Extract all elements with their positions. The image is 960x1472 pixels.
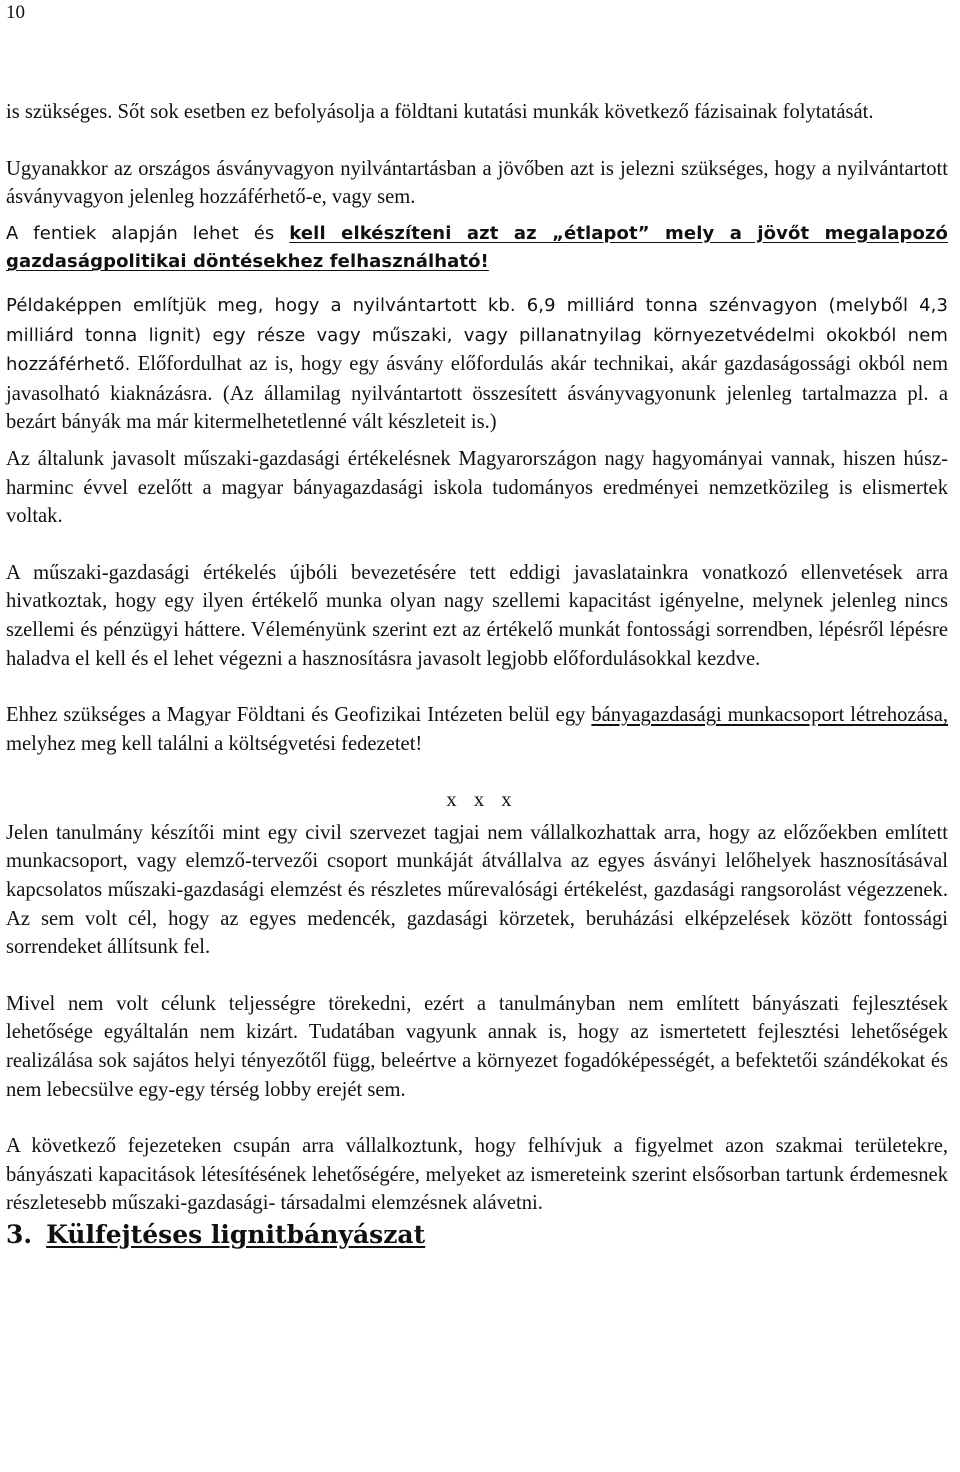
workgroup-lead: Ehhez szükséges a Magyar Földtani és Geofizikai Intézeten belül egy (6, 704, 592, 727)
menu-statement-lead: A fentiek alapján lehet és (6, 222, 290, 244)
paragraph-menu-statement (6, 220, 948, 277)
section-heading-title: Külfejtéses lignitbányászat (46, 1220, 426, 1249)
section-heading (6, 1220, 948, 1250)
paragraph-workgroup (6, 701, 948, 758)
menu-statement-emphasis: kell elkészíteni azt az „étlapot” mely a jövőt megalapozó gazdaságpolitikai döntésekhez felhasználható! (6, 222, 948, 273)
example-lead: Példaképpen említjük meg, hogy a nyilvántartott kb. (6, 294, 527, 316)
page-number: 10 (6, 2, 25, 23)
paragraph-next-chapters: A következő fejezeteken csupán arra vállalkoztunk, hogy felhívjuk a figyelmet azon szakmai területekre, bányászati kapacitások létesítésének lehetőségére, melyeket az ismereteink szerint elsősorban tartunk érdemesnek részletesebb műszaki-gazdasági- társadalmi elemzésnek alávetni. (6, 1135, 948, 1215)
paragraph-example (6, 291, 948, 437)
example-coal-figures: 6,9 milliárd tonna szénvagyon (melyből 4,3 milliárd tonna lignit) egy része vagy műszaki, vagy pillanatnyilag környezetvédelmi okokból nem hozzáférhető. (6, 294, 948, 376)
workgroup-tail: melyhez meg kell találni a költségvetési fedezetet! (6, 732, 423, 755)
paragraph-continuation: is szükséges. Sőt sok esetben ez befolyásolja a földtani kutatási munkák következő fázisainak folytatását. (6, 101, 874, 123)
workgroup-emphasis: bányagazdasági munkacsoport létrehozása, (591, 704, 949, 727)
document-body (6, 98, 948, 1250)
paragraph-registry: Ugyanakkor az országos ásványvagyon nyilvántartásban a jövőben azt is jelezni szükséges, hogy a nyilvántartott ásványvagyon jelenleg hozzáférhető-e, vagy sem. (6, 157, 948, 209)
paragraph-objections: A műszaki-gazdasági értékelés újbóli bevezetésére tett eddigi javaslatainkra vonatkozó ellenvetések arra hivatkoztak, hogy egy ilyen értékelő munka olyan nagy szellemi kapacitást igényelne, melynek jelenleg nincs szellemi és pénzügyi háttere. Véleményünk szerint ezt az értékelő munkát fontossági sorrendben, lépésről lépésre haladva el kell és el lehet végezni a hasznosításra javasolt legjobb előfordulásokkal kezdve. (6, 561, 948, 670)
paragraph-tradition: Az általunk javasolt műszaki-gazdasági értékelésnek Magyarországon nagy hagyományai vannak, hiszen húsz-harminc évvel ezelőtt a magyar bányagazdasági iskola tudományos eredményei nemzetközileg is elismertek voltak. (6, 447, 948, 528)
paragraph-scope: Jelen tanulmány készítői mint egy civil szervezet tagjai nem vállalkozhattak arra, hogy az előzőekben említett munkacsoport, vagy elemző-tervezői csoport munkáját átvállalva az egyes ásványi lelőhelyek hasznosításával kapcsolatos műszaki-gazdasági elemzést és részletes műrevalósági értékelést, gazdasági rangsorolást végezzenek. Az sem volt cél, hogy az egyes medencék, gazdasági körzetek, beruházási elképzelések között fontossági sorrendeket állítsunk fel. (6, 821, 948, 959)
section-heading-number: 3. (6, 1220, 33, 1249)
section-separator: x x x (446, 789, 518, 812)
example-tail: Előfordulhat az is, hogy egy ásvány előfordulás akár technikai, akár gazdaságossági okból nem javasolható kiaknázásra. (Az államilag nyilvántartott összesített ásványvagyonunk jelenleg tartalmazza pl. a bezárt bányák ma már kitermelhetetlenné vált készleteit is.) (6, 353, 948, 434)
paragraph-completeness: Mivel nem volt célunk teljességre törekedni, ezért a tanulmányban nem említett bányászati fejlesztések lehetősége egyáltalán nem kizárt. Tudatában vagyunk annak is, hogy az ismertetett fejlesztési lehetőségek realizálása sok sajátos helyi tényezőtől függ, beleértve a környezet fogadóképességét, a befektetői szándékokat és nem lebecsülve egy-egy térség lobby erejét sem. (6, 992, 948, 1101)
